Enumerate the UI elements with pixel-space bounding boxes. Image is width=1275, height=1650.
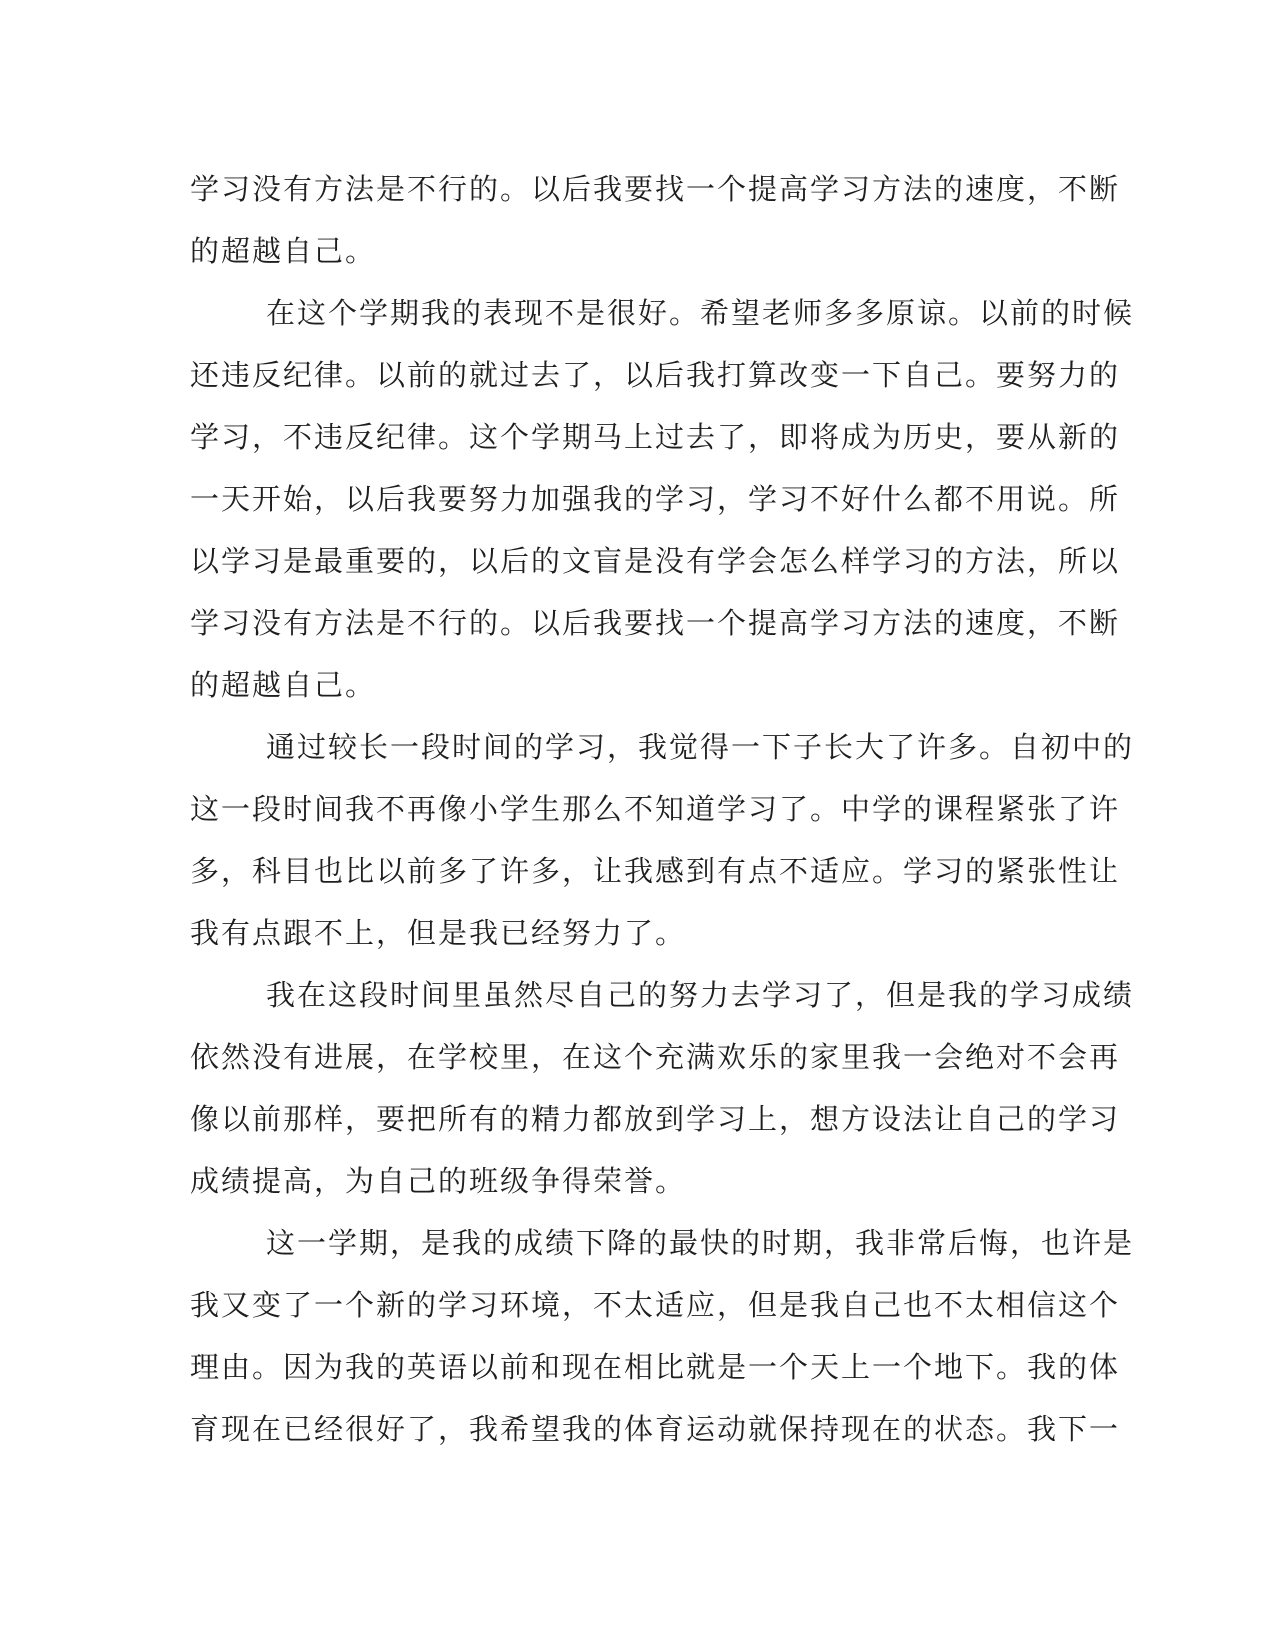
text-line: 这一段时间我不再像小学生那么不知道学习了。中学的课程紧张了许: [190, 792, 1121, 826]
text-line: 以学习是最重要的，以后的文盲是没有学会怎么样学习的方法，所以: [190, 544, 1121, 578]
text-line: 成绩提高，为自己的班级争得荣誉。: [190, 1164, 687, 1198]
text-line: 还违反纪律。以前的就过去了，以后我打算改变一下自己。要努力的: [190, 358, 1121, 392]
paragraph-first-line: 在这个学期我的表现不是很好。希望老师多多原谅。以前的时候: [266, 296, 1135, 330]
text-line: 学习，不违反纪律。这个学期马上过去了，即将成为历史，要从新的: [190, 420, 1121, 454]
text-line: 理由。因为我的英语以前和现在相比就是一个天上一个地下。我的体: [190, 1350, 1121, 1384]
text-line: 的超越自己。: [190, 668, 377, 702]
text-line: 像以前那样，要把所有的精力都放到学习上，想方设法让自己的学习: [190, 1102, 1121, 1136]
text-line: 我又变了一个新的学习环境，不太适应，但是我自己也不太相信这个: [190, 1288, 1121, 1322]
document-body: [190, 163, 1135, 1465]
text-line: 依然没有进展，在学校里，在这个充满欢乐的家里我一会绝对不会再: [190, 1040, 1121, 1074]
paragraph-first-line: 我在这段时间里虽然尽自己的努力去学习了，但是我的学习成绩: [266, 978, 1135, 1012]
text-line: 育现在已经很好了，我希望我的体育运动就保持现在的状态。我下一: [190, 1412, 1121, 1446]
text-line: 学习没有方法是不行的。以后我要找一个提高学习方法的速度，不断: [190, 606, 1121, 640]
text-line: 多，科目也比以前多了许多，让我感到有点不适应。学习的紧张性让: [190, 854, 1121, 888]
text-line: 我有点跟不上，但是我已经努力了。: [190, 916, 687, 950]
paragraph-first-line: 通过较长一段时间的学习，我觉得一下子长大了许多。自初中的: [266, 730, 1135, 764]
text-line: 学习没有方法是不行的。以后我要找一个提高学习方法的速度，不断: [190, 172, 1121, 206]
text-line: 的超越自己。: [190, 234, 377, 268]
text-line: 一天开始，以后我要努力加强我的学习，学习不好什么都不用说。所: [190, 482, 1121, 516]
paragraph-first-line: 这一学期，是我的成绩下降的最快的时期，我非常后悔，也许是: [266, 1226, 1135, 1260]
